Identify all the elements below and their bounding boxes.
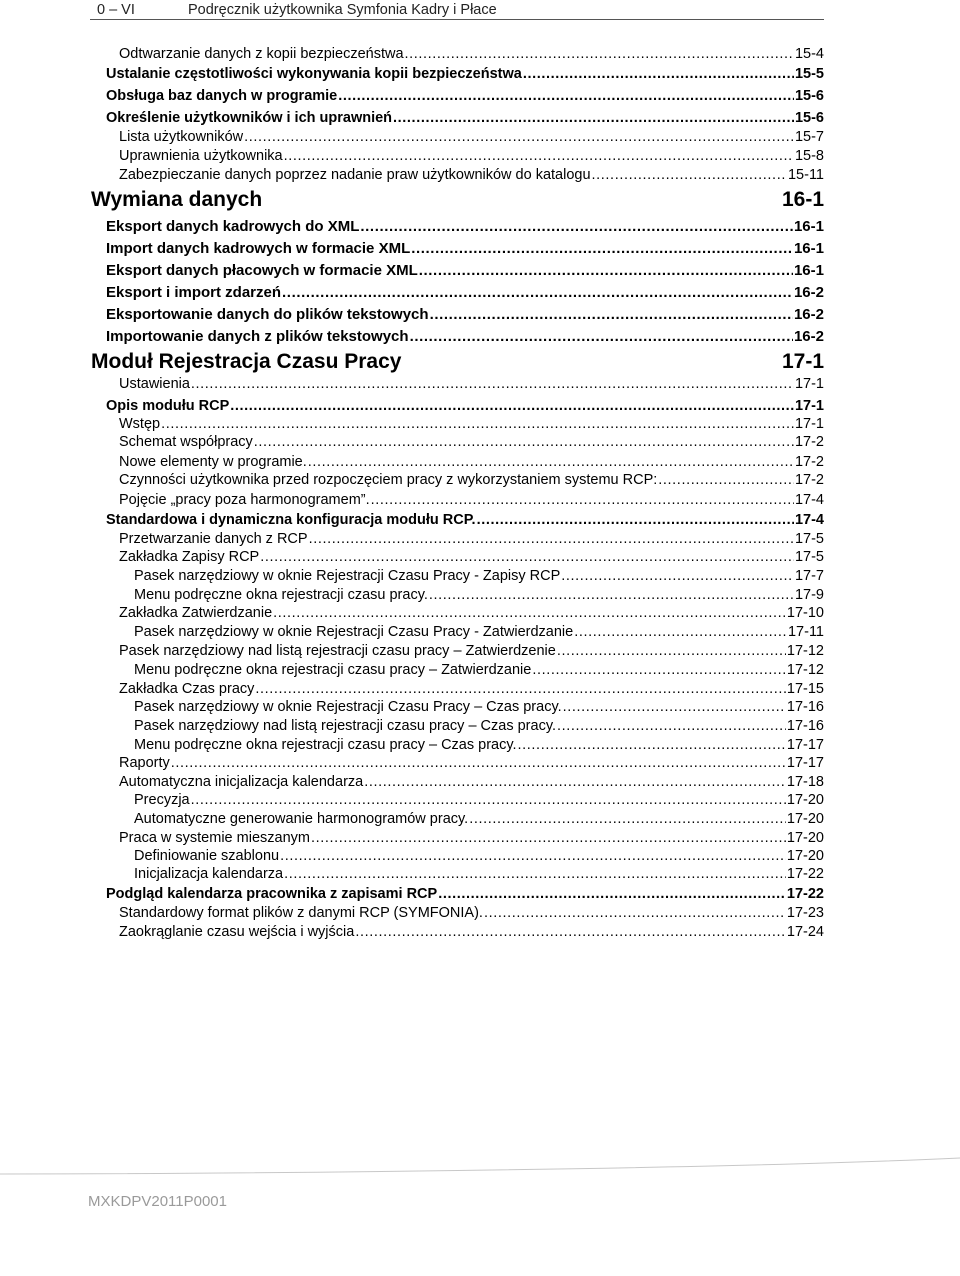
toc-entry-title: Eksportowanie danych do plików tekstowych [106, 306, 429, 323]
toc-leader-dots [191, 376, 794, 392]
toc-leader-dots [308, 454, 794, 470]
toc-entry[interactable] [106, 218, 824, 235]
toc-page-number: 17-18 [786, 774, 824, 790]
toc-leader-dots [658, 472, 794, 488]
toc-entry[interactable] [119, 416, 824, 432]
toc-entry[interactable] [106, 306, 824, 323]
toc-leader-dots [171, 755, 786, 771]
toc-entry[interactable] [134, 848, 824, 864]
toc-entry[interactable] [134, 662, 824, 678]
toc-chapter[interactable] [91, 350, 824, 374]
toc-entry-title: Określenie użytkowników i ich uprawnień [106, 110, 393, 126]
toc-leader-dots [230, 398, 794, 414]
toc-entry[interactable] [119, 549, 824, 565]
toc-entry[interactable] [119, 434, 824, 450]
toc-leader-dots [364, 774, 786, 790]
toc-page-number: 16-1 [793, 240, 824, 257]
toc-entry-title: Odtwarzanie danych z kopii bezpieczeństwa [119, 46, 404, 62]
toc-entry-title: Moduł Rejestracja Czasu Pracy [91, 350, 402, 373]
toc-leader-dots [477, 512, 794, 528]
toc-leader-dots [563, 699, 786, 715]
toc-leader-dots [254, 434, 794, 450]
toc-entry-title: Eksport i import zdarzeń [106, 284, 282, 301]
toc-leader-dots [284, 866, 786, 882]
toc-leader-dots [574, 624, 787, 640]
toc-page-number: 15-8 [794, 148, 824, 164]
toc-entry-title: Wstęp [119, 416, 161, 432]
toc-entry-title: Automatyczna inicjalizacja kalendarza [119, 774, 364, 790]
toc-page-number: 15-6 [794, 88, 824, 104]
toc-entry[interactable] [119, 605, 824, 621]
toc-leader-dots [484, 905, 786, 921]
toc-entry-title: Menu podręczne okna rejestracji czasu pracy – Zatwierdzanie [134, 662, 532, 678]
toc-leader-dots [561, 568, 794, 584]
toc-entry-title: Podgląd kalendarza pracownika z zapisami RCP [106, 886, 438, 902]
toc-leader-dots [411, 240, 793, 257]
toc-page-number: 17-1 [794, 376, 824, 392]
toc-entry-title: Precyzja [134, 792, 190, 808]
toc-leader-dots [592, 167, 787, 183]
toc-leader-dots [518, 737, 786, 753]
toc-page-number: 17-22 [786, 886, 824, 902]
toc-entry[interactable] [106, 240, 824, 257]
toc-entry[interactable] [119, 830, 824, 846]
page-header [0, 0, 960, 28]
toc-entry[interactable] [134, 792, 824, 808]
toc-page-number: 17-23 [786, 905, 824, 921]
toc-leader-dots [309, 531, 794, 547]
toc-entry-title: Pasek narzędziowy w oknie Rejestracji Czasu Pracy – Czas pracy. [134, 699, 562, 715]
toc-page-number: 17-7 [794, 568, 824, 584]
toc-entry-title: Eksport danych kadrowych do XML [106, 218, 360, 235]
toc-page-number: 17-16 [786, 718, 824, 734]
toc-entry[interactable] [119, 148, 824, 164]
toc-leader-dots [311, 830, 786, 846]
toc-entry-title: Czynności użytkownika przed rozpoczęciem pracy z wykorzystaniem systemu RCP: [119, 472, 658, 488]
toc-entry[interactable] [106, 886, 824, 902]
toc-page-number: 17-2 [794, 454, 824, 470]
toc-entry-title: Menu podręczne okna rejestracji czasu pracy. [134, 587, 428, 603]
toc-entry-title: Standardowa i dynamiczna konfiguracja modułu RCP. [106, 512, 476, 528]
toc-entry-title: Import danych kadrowych w formacie XML [106, 240, 411, 257]
toc-entry[interactable] [119, 167, 824, 183]
toc-entry-title: Uprawnienia użytkownika [119, 148, 283, 164]
toc-entry[interactable] [106, 262, 824, 279]
toc-leader-dots [469, 811, 786, 827]
toc-leader-dots [557, 643, 786, 659]
toc-entry-title: Pasek narzędziowy w oknie Rejestracji Czasu Pracy - Zatwierdzanie [134, 624, 574, 640]
toc-entry-title: Definiowanie szablonu [134, 848, 280, 864]
toc-page-number: 17-20 [786, 848, 824, 864]
toc-leader-dots [429, 587, 794, 603]
toc-entry[interactable] [119, 454, 824, 470]
toc-page-number: 15-11 [787, 167, 824, 183]
toc-page-number: 16-2 [793, 306, 824, 323]
toc-entry-title: Lista użytkowników [119, 129, 244, 145]
toc-entry[interactable] [119, 681, 824, 697]
document-code: MXKDPV2011P0001 [88, 1193, 227, 1210]
toc-entry[interactable] [134, 737, 824, 753]
toc-entry[interactable] [119, 129, 824, 145]
toc-page-number: 17-2 [794, 472, 824, 488]
toc-page-number: 17-1 [794, 416, 824, 432]
toc-entry-title: Nowe elementy w programie. [119, 454, 307, 470]
toc-entry-title: Opis modułu RCP [106, 398, 230, 414]
toc-page-number: 17-1 [794, 398, 824, 414]
toc-entry-title: Zakładka Zatwierdzanie [119, 605, 273, 621]
toc-page-number: 17-4 [794, 512, 824, 528]
toc-entry[interactable] [106, 328, 824, 345]
toc-entry[interactable] [134, 718, 824, 734]
toc-entry[interactable] [119, 643, 824, 659]
toc-leader-dots [430, 306, 793, 323]
toc-page-number: 16-1 [793, 218, 824, 235]
toc-entry[interactable] [119, 924, 824, 940]
toc-entry[interactable] [106, 398, 824, 414]
toc-entry[interactable] [119, 774, 824, 790]
toc-leader-dots [371, 492, 794, 508]
toc-entry-title: Zakładka Zapisy RCP [119, 549, 260, 565]
toc-page-number: 17-17 [786, 737, 824, 753]
toc-entry-title: Importowanie danych z plików tekstowych [106, 328, 409, 345]
toc-entry[interactable] [119, 472, 824, 488]
toc-entry[interactable] [134, 811, 824, 827]
toc-page-number: 17-12 [786, 643, 824, 659]
toc-page-number: 16-1 [793, 262, 824, 279]
toc-entry[interactable] [134, 624, 824, 640]
document-title: Podręcznik użytkownika Symfonia Kadry i Płace [188, 2, 497, 18]
toc-entry[interactable] [119, 755, 824, 771]
toc-entry[interactable] [134, 699, 824, 715]
toc-page-number: 17-22 [786, 866, 824, 882]
toc-page-number: 17-10 [786, 605, 824, 621]
toc-leader-dots [360, 218, 793, 235]
toc-entry[interactable] [119, 905, 824, 921]
toc-page-number: 15-7 [794, 129, 824, 145]
toc-entry-title: Obsługa baz danych w programie [106, 88, 338, 104]
toc-leader-dots [282, 284, 793, 301]
toc-leader-dots [338, 88, 794, 104]
toc-leader-dots [161, 416, 794, 432]
toc-leader-dots [438, 886, 786, 902]
toc-leader-dots [410, 328, 793, 345]
toc-page-number: 15-6 [794, 110, 824, 126]
toc-page-number: 17-20 [786, 792, 824, 808]
toc-entry-title: Automatyczne generowanie harmonogramów pracy. [134, 811, 469, 827]
toc-page-number: 17-20 [786, 830, 824, 846]
toc-entry-title: Pojęcie „pracy poza harmonogramem”. [119, 492, 370, 508]
toc-page-number: 17-12 [786, 662, 824, 678]
header-rule [90, 19, 824, 20]
toc-page-number: 17-5 [794, 531, 824, 547]
toc-page-number: 17-15 [786, 681, 824, 697]
toc-entry[interactable] [106, 110, 824, 126]
toc-leader-dots [260, 549, 794, 565]
toc-entry-title: Wymiana danych [91, 188, 263, 211]
toc-page-number: 17-1 [781, 350, 824, 373]
toc-leader-dots [393, 110, 794, 126]
toc-entry[interactable] [134, 568, 824, 584]
toc-entry-title: Zabezpieczanie danych poprzez nadanie praw użytkowników do katalogu [119, 167, 591, 183]
toc-entry-title: Ustawienia [119, 376, 190, 392]
toc-entry[interactable] [106, 512, 824, 528]
toc-page-number: 17-4 [794, 492, 824, 508]
toc-page-number: 17-16 [786, 699, 824, 715]
toc-entry[interactable] [134, 866, 824, 882]
toc-entry-title: Pasek narzędziowy nad listą rejestracji czasu pracy – Zatwierdzenie [119, 643, 556, 659]
toc-leader-dots [255, 681, 786, 697]
toc-page-number: 17-9 [794, 587, 824, 603]
toc-leader-dots [523, 66, 794, 82]
toc-entry[interactable] [106, 284, 824, 301]
toc-entry-title: Raporty [119, 755, 170, 771]
toc-leader-dots [557, 718, 786, 734]
toc-leader-dots [280, 848, 786, 864]
toc-page-number: 17-2 [794, 434, 824, 450]
page-number: 0 – VI [97, 2, 135, 18]
toc-entry-title: Ustalanie częstotliwości wykonywania kopii bezpieczeństwa [106, 66, 522, 82]
toc-leader-dots [355, 924, 786, 940]
toc-page-number: 17-5 [794, 549, 824, 565]
toc-page-number: 17-24 [786, 924, 824, 940]
toc-leader-dots [405, 46, 794, 62]
toc-leader-dots [419, 262, 793, 279]
toc-entry[interactable] [134, 587, 824, 603]
toc-entry-title: Zakładka Czas pracy [119, 681, 255, 697]
toc-page-number: 16-2 [793, 284, 824, 301]
toc-page-number: 15-5 [794, 66, 824, 82]
toc-entry-title: Eksport danych płacowych w formacie XML [106, 262, 418, 279]
toc-entry-title: Przetwarzanie danych z RCP [119, 531, 308, 547]
toc-entry-title: Pasek narzędziowy nad listą rejestracji czasu pracy – Czas pracy. [134, 718, 557, 734]
toc-entry-title: Praca w systemie mieszanym [119, 830, 310, 846]
toc-entry-title: Standardowy format plików z danymi RCP (SYMFONIA). [119, 905, 483, 921]
toc-chapter[interactable] [91, 188, 824, 212]
toc-entry[interactable] [119, 492, 824, 508]
toc-entry-title: Pasek narzędziowy w oknie Rejestracji Czasu Pracy - Zapisy RCP [134, 568, 561, 584]
toc-leader-dots [191, 792, 786, 808]
toc-page-number: 17-17 [786, 755, 824, 771]
toc-leader-dots [273, 605, 786, 621]
toc-entry[interactable] [119, 531, 824, 547]
toc-leader-dots [284, 148, 794, 164]
toc-entry-title: Zaokrąglanie czasu wejścia i wyjścia [119, 924, 355, 940]
toc-page-number: 16-2 [793, 328, 824, 345]
toc-leader-dots [532, 662, 786, 678]
toc-entry-title: Menu podręczne okna rejestracji czasu pracy – Czas pracy. [134, 737, 517, 753]
toc-entry[interactable] [106, 88, 824, 104]
toc-leader-dots [244, 129, 794, 145]
toc-entry[interactable] [119, 376, 824, 392]
toc-page-number: 17-20 [786, 811, 824, 827]
toc-entry-title: Inicjalizacja kalendarza [134, 866, 284, 882]
toc-entry[interactable] [119, 46, 824, 62]
toc-entry[interactable] [106, 66, 824, 82]
toc-entry-title: Schemat współpracy [119, 434, 253, 450]
toc-page-number: 17-11 [787, 624, 824, 640]
toc-page-number: 15-4 [794, 46, 824, 62]
toc-page-number: 16-1 [781, 188, 824, 211]
